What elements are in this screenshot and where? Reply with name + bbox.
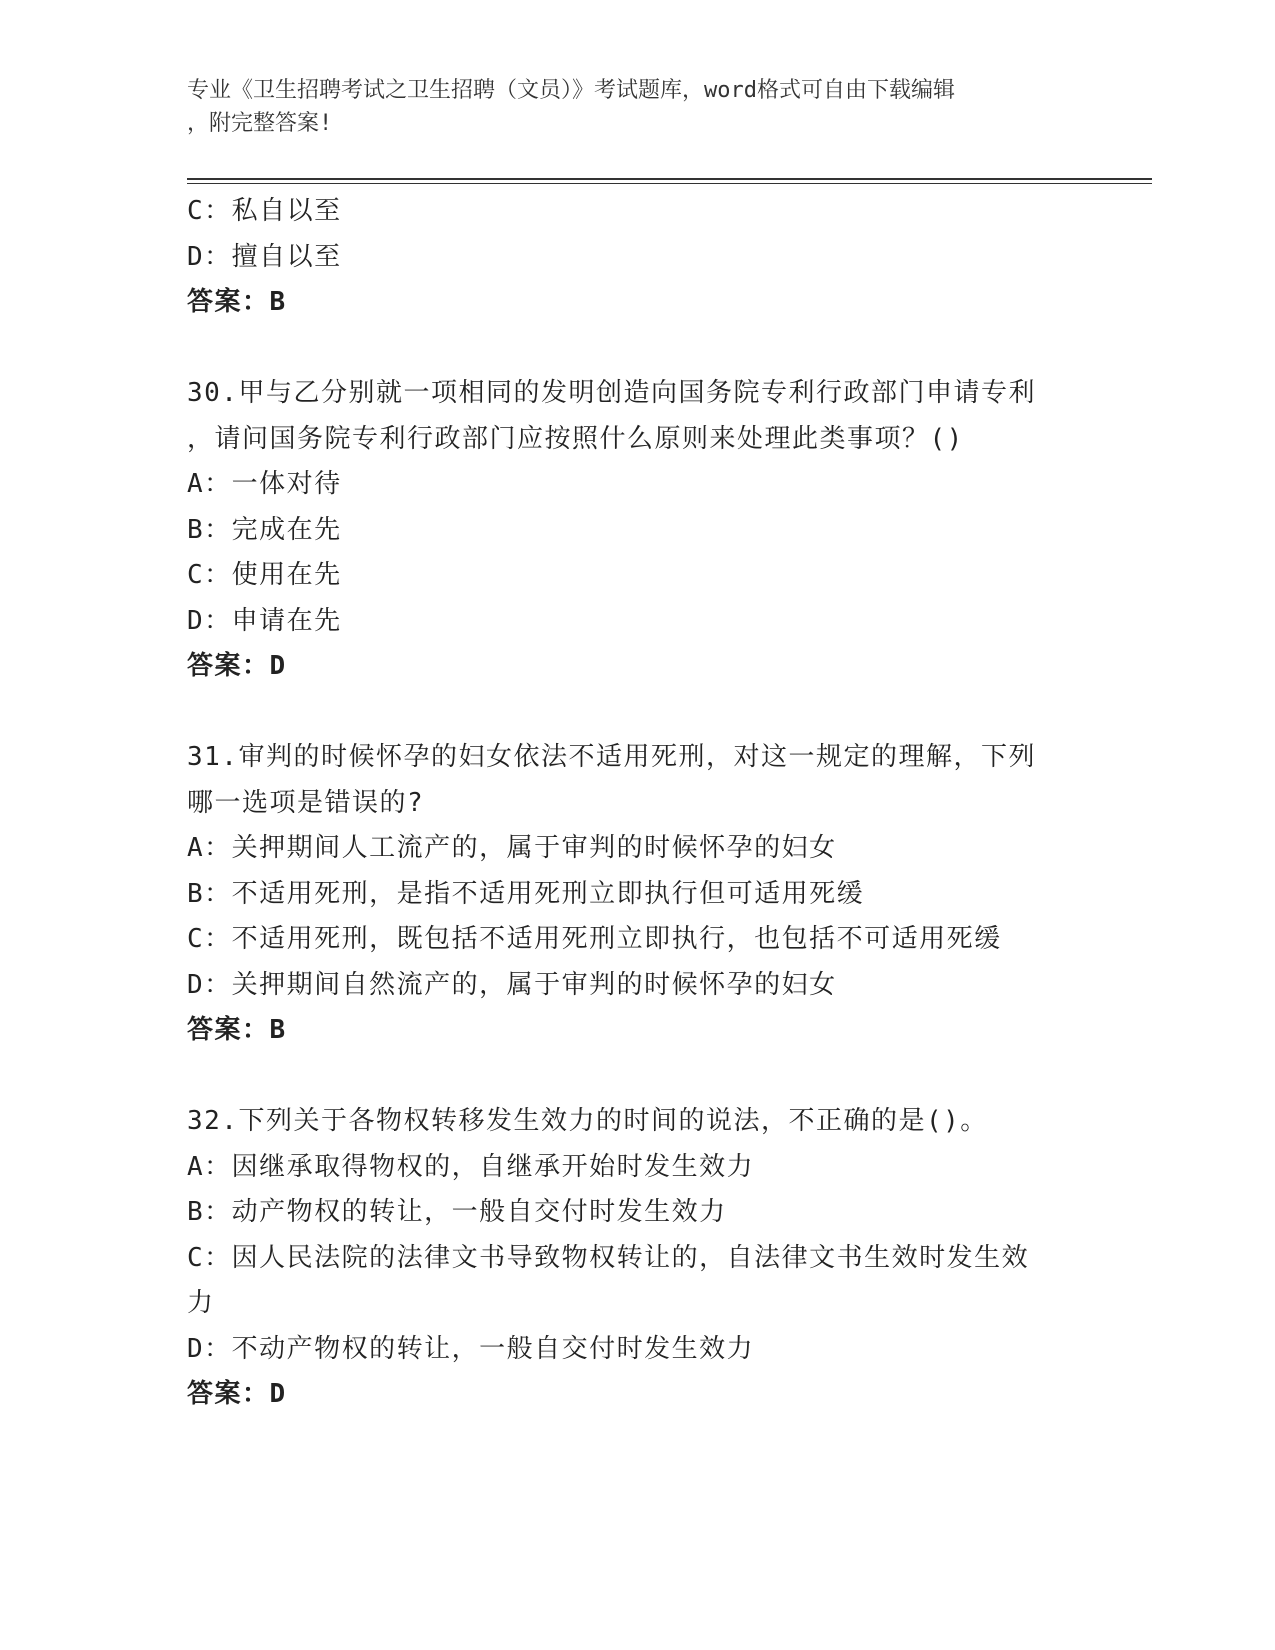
option-c-continued: 力 <box>187 1288 215 1318</box>
question-list <box>187 189 1067 1418</box>
option-c: C：不适用死刑，既包括不适用死刑立即执行，也包括不可适用死缓 <box>187 924 1002 954</box>
answer: 答案：D <box>187 651 287 681</box>
option-d: D：关押期间自然流产的，属于审判的时候怀孕的妇女 <box>187 969 837 1000</box>
option-d: D：不动产物权的转让，一般自交付时发生效力 <box>187 1333 755 1364</box>
answer: 答案：B <box>187 287 287 317</box>
option-c: C：因人民法院的法律文书导致物权转让的，自法律文书生效时发生效 <box>187 1242 1030 1273</box>
header-divider-thin <box>187 183 1152 184</box>
option-a: A：因继承取得物权的，自继承开始时发生效力 <box>187 1151 755 1182</box>
question-stem: 31.审判的时候怀孕的妇女依法不适用死刑，对这一规定的理解，下列 <box>187 742 1036 772</box>
option-b: B：不适用死刑，是指不适用死刑立即执行但可适用死缓 <box>187 878 865 909</box>
question-stem-continued: ，请问国务院专利行政部门应按照什么原则来处理此类事项？() <box>187 423 964 454</box>
question-29-tail <box>187 189 1067 326</box>
option-d: D：擅自以至 <box>187 241 342 272</box>
question-31 <box>187 735 1067 1054</box>
question-stem: 30.甲与乙分别就一项相同的发明创造向国务院专利行政部门申请专利 <box>187 378 1036 408</box>
question-30 <box>187 371 1067 690</box>
header-line-2: ，附完整答案! <box>187 111 333 136</box>
option-c: C：使用在先 <box>187 560 342 590</box>
option-a: A：一体对待 <box>187 469 342 499</box>
header-line-1: 专业《卫生招聘考试之卫生招聘（文员）》考试题库，word格式可自由下载编辑 <box>187 78 955 103</box>
document-header <box>187 74 1067 140</box>
question-stem: 32.下列关于各物权转移发生效力的时间的说法，不正确的是()。 <box>187 1106 988 1136</box>
header-divider-thick <box>187 178 1152 180</box>
option-d: D：申请在先 <box>187 605 342 636</box>
option-a: A：关押期间人工流产的，属于审判的时候怀孕的妇女 <box>187 833 837 863</box>
question-32 <box>187 1099 1067 1418</box>
question-stem-continued: 哪一选项是错误的? <box>187 787 425 818</box>
option-b: B：动产物权的转让，一般自交付时发生效力 <box>187 1197 727 1227</box>
option-c: C：私自以至 <box>187 196 342 226</box>
option-b: B：完成在先 <box>187 514 342 545</box>
answer: 答案：D <box>187 1379 287 1409</box>
answer: 答案：B <box>187 1015 287 1045</box>
